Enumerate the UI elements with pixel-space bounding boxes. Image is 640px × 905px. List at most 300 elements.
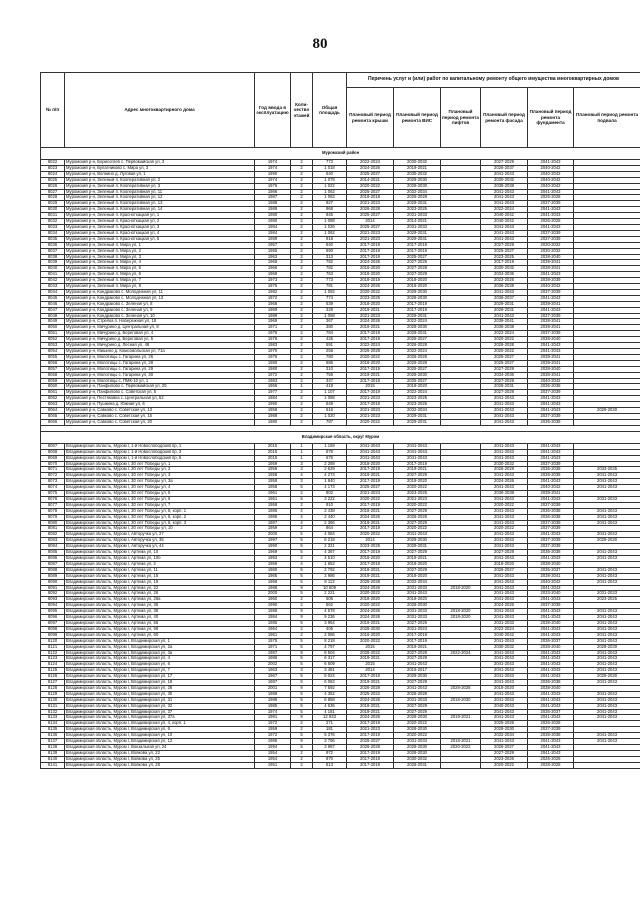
total-area: 405: [313, 626, 347, 632]
floors: 5: [291, 662, 313, 668]
address: Владимирская область, Муром г, Артема ул, 22: [65, 585, 255, 591]
year-built: 1989: [255, 236, 291, 242]
floors: 9: [291, 715, 313, 721]
facade-period: 2041-2043: [481, 408, 528, 414]
year-built: 1980: [255, 360, 291, 366]
roof-period: 2017-2019: [347, 337, 394, 343]
facade-period: 2027-2029: [481, 550, 528, 556]
row-number: 8132: [41, 709, 65, 715]
row-number: 8069: [41, 455, 65, 461]
vis-period: 2026-2028: [394, 514, 441, 520]
address: Владимирская область, Муром г, 30 лет Победы ул, 1: [65, 461, 255, 467]
vis-period: 2028-2030: [394, 325, 441, 331]
floors: 2: [291, 236, 313, 242]
year-built: 1987: [255, 680, 291, 686]
foundation-period: 2038-2040: [528, 644, 574, 650]
floors: 3: [291, 461, 313, 467]
lift-period: 2028-2028: [441, 685, 481, 691]
vis-period: 2018-2020: [394, 573, 441, 579]
total-area: 10 609: [313, 585, 347, 591]
year-built: 1982: [255, 289, 291, 295]
roof-period: 2019-2021: [347, 307, 394, 313]
vis-period: 2016-2020: [394, 284, 441, 290]
foundation-period: 2041-2043: [528, 703, 574, 709]
total-area: 3 796: [313, 739, 347, 745]
total-area: 864: [313, 526, 347, 532]
address: Муромский р-н, Пушкина д. Южная ул, 6: [65, 402, 255, 408]
address: Владимирская область, Муром г, Владимирская ул, 12: [65, 739, 255, 745]
row-number: 8035: [41, 236, 65, 242]
address: Владимирская область, Муром г, Владимирская ул, 4, корп. 1: [65, 721, 255, 727]
vis-period: 2021-2023: [394, 626, 441, 632]
vis-period: 2027-2029: [394, 680, 441, 686]
row-number: 8080: [41, 520, 65, 526]
foundation-period: 2040-2042: [528, 177, 574, 183]
address: Муромский р-н, Мишино д. Комсомольская ул, 71а: [65, 349, 255, 355]
facade-period: 2041-2043: [481, 680, 528, 686]
roof-period: 2021-2023: [347, 230, 394, 236]
vis-period: 2021-2023: [394, 496, 441, 502]
year-built: 2002: [255, 662, 291, 668]
basement-period: [574, 762, 640, 768]
total-area: 562: [313, 603, 347, 609]
total-area: 902: [313, 491, 347, 497]
total-area: 756: [313, 372, 347, 378]
roof-period: 2024-2026: [347, 319, 394, 325]
facade-period: 2041-2043: [481, 443, 528, 449]
foundation-period: 2041-2043: [528, 455, 574, 461]
total-area: 6 609: [313, 662, 347, 668]
year-built: 1959: [255, 526, 291, 532]
address: Муромский р-н, Молотицы с. Гагарина ул, 29: [65, 366, 255, 372]
facade-period: 2041-2043: [481, 638, 528, 644]
vis-period: 2028-2030: [394, 183, 441, 189]
foundation-period: 2036-2038: [528, 467, 574, 473]
row-number: 8127: [41, 680, 65, 686]
total-area: 4 578: [313, 609, 347, 615]
roof-period: 2018-2020: [347, 461, 394, 467]
foundation-period: 2038-2041: [528, 319, 574, 325]
vis-period: 2029-2031: [394, 313, 441, 319]
roof-period: 2017-2019: [347, 402, 394, 408]
address: Владимирская область, Муром г, 1-й Новослободский пр, 3: [65, 449, 255, 455]
foundation-period: 2041-2043: [528, 632, 574, 638]
vis-period: 2027-2029: [394, 520, 441, 526]
vis-period: 2017-2019: [394, 301, 441, 307]
floors: 5: [291, 579, 313, 585]
foundation-period: 2041-2043: [528, 479, 574, 485]
row-number: 8141: [41, 762, 65, 768]
roof-period: 2022-2024: [347, 343, 394, 349]
total-area: 419: [313, 384, 347, 390]
vis-period: 2023-2025: [394, 207, 441, 213]
facade-period: 2041-2043: [481, 597, 528, 603]
vis-period: 2029-2031: [394, 331, 441, 337]
vis-period: 2027-2029: [394, 567, 441, 573]
foundation-period: 2036-2037: [528, 638, 574, 644]
facade-period: 2034-2036: [481, 272, 528, 278]
address: Муромский р-н, Зеленый п. Кооперативная ул, 2: [65, 177, 255, 183]
row-number: 8054: [41, 349, 65, 355]
total-area: 640: [313, 242, 347, 248]
lift-period: [441, 762, 481, 768]
address: Владимирская область, Муром г, Артема ул, 19: [65, 579, 255, 585]
facade-period: 2017-2019: [481, 260, 528, 266]
vis-period: 2027-2029: [394, 272, 441, 278]
roof-period: 2023-2025: [347, 295, 394, 301]
row-number: 8047: [41, 307, 65, 313]
foundation-period: 2028-2028: [528, 762, 574, 768]
row-number: 8053: [41, 343, 65, 349]
address: Муромский р-н, Зеленый п. Мира ул, 6: [65, 272, 255, 278]
row-number: 8050: [41, 325, 65, 331]
floors: 5: [291, 538, 313, 544]
floors: 5: [291, 680, 313, 686]
roof-period: 2025-2027: [347, 485, 394, 491]
facade-period: 2028-2030: [481, 727, 528, 733]
total-area: 425: [313, 337, 347, 343]
year-built: 1968: [255, 272, 291, 278]
foundation-period: 2038-2039: [528, 278, 574, 284]
facade-period: 2041-2043: [481, 691, 528, 697]
total-area: 4 797: [313, 644, 347, 650]
roof-period: 2026-2028: [347, 207, 394, 213]
floors: 2: [291, 331, 313, 337]
address: Муромский р-н, Кондраково с. Зеленая ул, 9: [65, 307, 255, 313]
total-area: 4 173: [313, 485, 347, 491]
facade-period: 2041-2043: [481, 313, 528, 319]
facade-period: 2034-2036: [481, 372, 528, 378]
row-number: 8120: [41, 638, 65, 644]
row-number: 8131: [41, 703, 65, 709]
floors: 2: [291, 189, 313, 195]
row-number: 8098: [41, 626, 65, 632]
facade-period: 2041-2043: [481, 579, 528, 585]
total-area: 649: [313, 402, 347, 408]
year-built: 1969: [255, 550, 291, 556]
facade-period: 2028-2031: [481, 384, 528, 390]
total-area: 1 088: [313, 219, 347, 225]
vis-period: 2027-2029: [394, 508, 441, 514]
facade-period: 2031-2033: [481, 620, 528, 626]
floors: 2: [291, 366, 313, 372]
basement-period: 2041-2043: [574, 479, 640, 485]
total-area: 256: [313, 349, 347, 355]
row-number: 8083: [41, 538, 65, 544]
year-built: 1994: [255, 745, 291, 751]
floors: 2: [291, 325, 313, 331]
document-body: [40, 72, 640, 769]
lift-period: 2019-2021: [441, 715, 481, 721]
address: Муромский р-н, Зеленый п. Мира ул, 1: [65, 242, 255, 248]
vis-period: 2019-2021: [394, 467, 441, 473]
year-built: 1984: [255, 224, 291, 230]
roof-period: 2017-2019: [347, 254, 394, 260]
year-built: 1954: [255, 756, 291, 762]
total-area: 676: [313, 449, 347, 455]
total-area: 4 367: [313, 550, 347, 556]
year-built: 1959: [255, 461, 291, 467]
facade-period: 2030-2032: [481, 461, 528, 467]
roof-period: 2017-2019: [347, 467, 394, 473]
basement-period: 2041-2043: [574, 485, 640, 491]
floors: 5: [291, 544, 313, 550]
facade-period: 2025-2027: [481, 248, 528, 254]
basement-period: 2031-2033: [574, 591, 640, 597]
facade-period: 2023-2025: [481, 278, 528, 284]
row-number: 8138: [41, 745, 65, 751]
vis-period: 2031-2033: [394, 585, 441, 591]
total-area: 787: [313, 419, 347, 425]
sub-roof-header: Плановый период ремонта крыши: [347, 88, 394, 148]
basement-period: 2041-2043: [574, 520, 640, 526]
total-area: 181: [313, 727, 347, 733]
floors: 2: [291, 207, 313, 213]
vis-period: 2022-2024: [394, 319, 441, 325]
sub-facade-header: Плановый период ремонта фасада: [481, 88, 528, 148]
row-number: 8092: [41, 591, 65, 597]
row-number: 8084: [41, 544, 65, 550]
row-number: 8073: [41, 479, 65, 485]
col-num-header: № п/п: [41, 73, 65, 148]
facade-period: 2029-2031: [481, 301, 528, 307]
year-built: 1989: [255, 207, 291, 213]
address: Владимирская область, Муром г, Артема ул, 60: [65, 632, 255, 638]
foundation-period: 2036-2038: [528, 550, 574, 556]
basement-period: 2041-2043: [574, 715, 640, 721]
address: Владимирская область, Муром г, Владимирская ул, 4: [65, 656, 255, 662]
year-built: 1988: [255, 691, 291, 697]
total-area: 2 086: [313, 632, 347, 638]
total-area: 5 376: [313, 733, 347, 739]
year-built: 1986: [255, 189, 291, 195]
row-number: 8126: [41, 674, 65, 680]
foundation-period: 2037-2039: [528, 201, 574, 207]
address: Владимирская область, Муром г, Авторучка ул, 27: [65, 532, 255, 538]
total-area: 773: [313, 160, 347, 166]
vis-period: 2028-2030: [394, 289, 441, 295]
floors: 2: [291, 177, 313, 183]
row-number: 8023: [41, 165, 65, 171]
vis-period: 2025-2027: [394, 378, 441, 384]
row-number: 8038: [41, 254, 65, 260]
facade-period: 2029-2031: [481, 307, 528, 313]
basement-period: 2023-2025: [574, 597, 640, 603]
total-area: 782: [313, 266, 347, 272]
floors: 2: [291, 756, 313, 762]
address: Владимирская область, Муром г, Артема ул, 10: [65, 550, 255, 556]
facade-period: 2020-2022: [481, 502, 528, 508]
vis-period: 2030-2032: [394, 160, 441, 166]
facade-period: 2041-2043: [481, 189, 528, 195]
address: Владимирская область, Муром г, 30 лет Победы ул, 8, корп. 1: [65, 508, 255, 514]
foundation-period: 2041-2043: [528, 750, 574, 756]
total-area: 2 792: [313, 567, 347, 573]
facade-period: 2041-2043: [481, 449, 528, 455]
basement-period: 2041-2043: [574, 697, 640, 703]
address: Владимирская область, Муром г, Артема ул, 38: [65, 609, 255, 615]
row-number: 8051: [41, 331, 65, 337]
lift-period: 2018-2020: [441, 609, 481, 615]
row-number: 8095: [41, 609, 65, 615]
floors: 2: [291, 526, 313, 532]
roof-period: 2017-2019: [347, 550, 394, 556]
facade-period: 2038-2038: [481, 183, 528, 189]
facade-period: 2041-2043: [481, 715, 528, 721]
foundation-period: 2041-2043: [528, 443, 574, 449]
row-number: 8022: [41, 160, 65, 166]
vis-period: 2025-2027: [394, 337, 441, 343]
facade-period: 2041-2043: [481, 662, 528, 668]
address: Муромский р-н, Зеленый п. Мира ул, 8: [65, 284, 255, 290]
address: Владимирская область, Муром г, Владимирская ул, 18: [65, 680, 255, 686]
roof-period: 2016-2020: [347, 266, 394, 272]
total-area: 1 020: [313, 413, 347, 419]
foundation-period: 2041-2043: [528, 656, 574, 662]
year-built: 1990: [255, 603, 291, 609]
roof-period: 2028-2030: [347, 626, 394, 632]
facade-period: 2039-2041: [481, 319, 528, 325]
row-number: 8124: [41, 662, 65, 668]
year-built: 1988: [255, 585, 291, 591]
vis-period: 2025-2027: [394, 254, 441, 260]
floors: 2: [291, 313, 313, 319]
row-number: 8029: [41, 201, 65, 207]
roof-period: 2015: [347, 644, 394, 650]
roof-period: 2018-2020: [347, 301, 394, 307]
address: Владимирская область, Муром г, Владимирская ул, 31: [65, 697, 255, 703]
row-number: 8040: [41, 266, 65, 272]
roof-period: 2019-2021: [347, 709, 394, 715]
foundation-period: 2041-2043: [528, 224, 574, 230]
year-built: 1984: [255, 615, 291, 621]
vis-period: 2041-2043: [394, 443, 441, 449]
floors: 2: [291, 502, 313, 508]
foundation-period: 2040-2042: [528, 378, 574, 384]
year-built: 1997: [255, 538, 291, 544]
address: Муромский р-н, Зеленый п. Красноткацкая ул, 3: [65, 224, 255, 230]
year-built: 1976: [255, 183, 291, 189]
vis-period: 2029-2031: [394, 236, 441, 242]
basement-period: 2033-2035: [574, 467, 640, 473]
vis-period: 2015-2017: [394, 668, 441, 674]
facade-period: 2041-2043: [481, 455, 528, 461]
address: Муромский р-н, Кондраково с. Зеленая ул, 8: [65, 301, 255, 307]
facade-period: 2020-2022: [481, 349, 528, 355]
year-built: 1980: [255, 567, 291, 573]
year-built: 1972: [255, 721, 291, 727]
vis-period: 2023-2025: [394, 396, 441, 402]
year-built: 1958: [255, 408, 291, 414]
row-number: 8076: [41, 496, 65, 502]
row-number: 8087: [41, 561, 65, 567]
total-area: 1 058: [313, 313, 347, 319]
year-built: 1959: [255, 727, 291, 733]
row-number: 8137: [41, 739, 65, 745]
vis-period: 2029-2031: [394, 201, 441, 207]
foundation-period: 2039-2041: [528, 325, 574, 331]
year-built: 1971: [255, 325, 291, 331]
foundation-period: 2040-2042: [528, 171, 574, 177]
floors: 2: [291, 721, 313, 727]
facade-period: 2041-2043: [481, 413, 528, 419]
roof-period: 2026-2028: [347, 349, 394, 355]
roof-period: 2017-2019: [347, 526, 394, 532]
roof-period: 2014-2021: [347, 177, 394, 183]
floors: 5: [291, 550, 313, 556]
floors: 4: [291, 508, 313, 514]
year-built: 1987: [255, 650, 291, 656]
row-number: 8041: [41, 272, 65, 278]
facade-period: 2041-2043: [481, 544, 528, 550]
year-built: 1974: [255, 177, 291, 183]
roof-period: 2041-2043: [347, 455, 394, 461]
row-number: 8057: [41, 366, 65, 372]
sub-lift-header: Плановый период ремонта лифтов: [441, 88, 481, 148]
floors: 2: [291, 254, 313, 260]
basement-period: 2041-2043: [574, 739, 640, 745]
vis-period: 2018-2020: [394, 561, 441, 567]
roof-period: 2025-2027: [347, 189, 394, 195]
row-number: 8065: [41, 413, 65, 419]
floors: 2: [291, 603, 313, 609]
vis-period: 2027-2029: [394, 656, 441, 662]
year-built: 2001: [255, 685, 291, 691]
facade-period: 2030-2032: [481, 266, 528, 272]
total-area: 1 022: [313, 183, 347, 189]
foundation-period: 2041-2043: [528, 532, 574, 538]
foundation-period: 2041-2043: [528, 408, 574, 414]
floors: 3: [291, 467, 313, 473]
facade-period: 2020-2022: [481, 337, 528, 343]
foundation-period: 2030-2032: [528, 248, 574, 254]
roof-period: 2019-2021: [347, 372, 394, 378]
foundation-period: 2041-2043: [528, 691, 574, 697]
floors: 1: [291, 455, 313, 461]
total-area: 1 092: [313, 289, 347, 295]
address: Муромский р-н, Молотицы с. ПМК-10 ул, 1: [65, 378, 255, 384]
facade-period: 2041-2043: [481, 609, 528, 615]
year-built: 1985: [255, 620, 291, 626]
year-built: 1974: [255, 165, 291, 171]
facade-period: 2041-2043: [481, 674, 528, 680]
floors: 2: [291, 183, 313, 189]
roof-period: 2018-2021: [347, 703, 394, 709]
foundation-period: 2041-2043: [528, 396, 574, 402]
foundation-period: 2041-2043: [528, 556, 574, 562]
year-built: 1954: [255, 750, 291, 756]
vis-period: 2026-2028: [394, 354, 441, 360]
basement-period: 2041-2043: [574, 709, 640, 715]
roof-period: 2014: [347, 219, 394, 225]
vis-period: 2031-2033: [394, 609, 441, 615]
vis-period: 2028-2030: [394, 538, 441, 544]
row-number: 8125: [41, 668, 65, 674]
floors: 2: [291, 491, 313, 497]
year-built: 1990: [255, 544, 291, 550]
floors: 4: [291, 514, 313, 520]
address: Владимирская область, Муром г, Владимирская ул, 17: [65, 674, 255, 680]
year-built: 1976: [255, 331, 291, 337]
address: Муромский р-н, Зеленый п. Кооперативная ул, 13: [65, 201, 255, 207]
total-area: 686: [313, 360, 347, 366]
section-title: Владимирская область, округ Муром: [41, 431, 640, 443]
foundation-period: 2041-2043: [528, 207, 574, 213]
address: Муромский р-н, Молотицы с. Гагарина ул, 28: [65, 360, 255, 366]
floors: 5: [291, 703, 313, 709]
facade-period: 2041-2043: [481, 289, 528, 295]
total-area: 6 317: [313, 656, 347, 662]
